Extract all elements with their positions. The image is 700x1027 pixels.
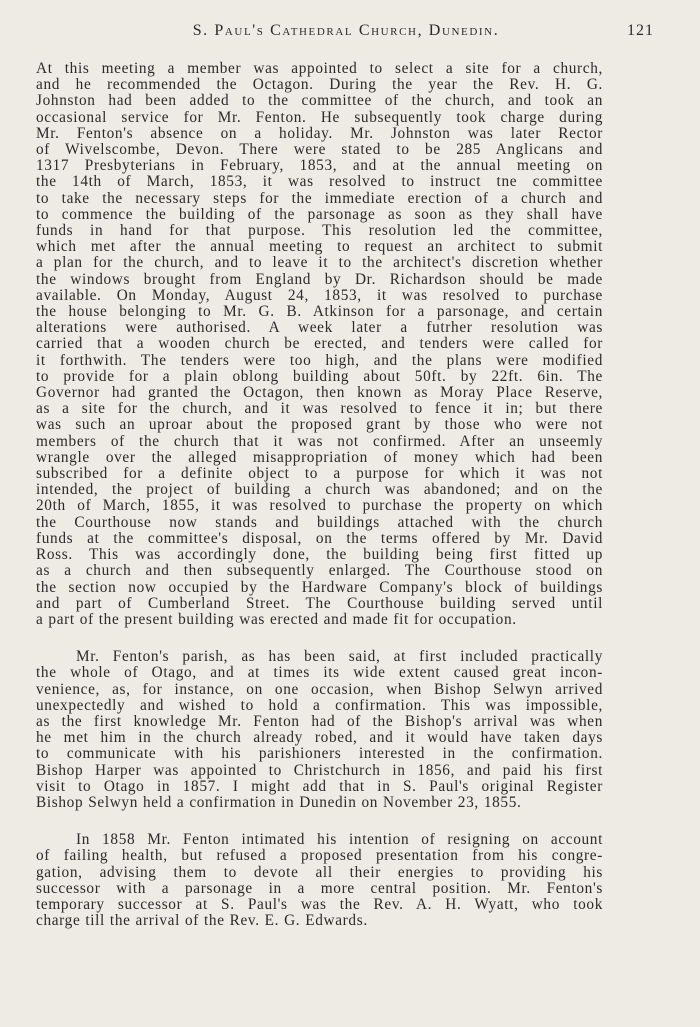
text-line: to commence the building of the parsonage as soon as they shall have — [36, 205, 603, 223]
text-line: members of the church that it was not confirmed. After an unseemly — [36, 432, 603, 450]
text-line: Bishop Harper was appointed to Christchurch in 1856, and paid his first — [36, 761, 603, 779]
text-line: to take the necessary steps for the immediate erection of a church and — [36, 189, 603, 207]
text-line: charge till the arrival of the Rev. E. G. Edwards. — [36, 912, 368, 930]
text-line: Mr. Fenton's parish, as has been said, at first included practically — [76, 648, 603, 666]
text-line: temporary successor at S. Paul's was the Rev. A. H. Wyatt, who took — [36, 895, 603, 913]
text-line: intended, the project of building a church was abandoned; and on the — [36, 481, 603, 499]
text-line: successor with a parsonage in a more central position. Mr. Fenton's — [36, 879, 603, 897]
paragraph — [36, 832, 603, 929]
text-line: to provide for a plain oblong building about 50ft. by 22ft. 6in. The — [36, 367, 603, 385]
text-line: the whole of Otago, and at times its wide extent caused great incon- — [36, 664, 603, 682]
text-line: Mr. Fenton's absence on a holiday. Mr. Johnston was later Rector — [36, 124, 603, 142]
text-line: a plan for the church, and to leave it to the architect's discretion whether — [36, 254, 603, 272]
running-title: S. Paul's Cathedral Church, Dunedin. — [192, 22, 500, 39]
text-line: occasional service for Mr. Fenton. He subsequently took charge during — [36, 108, 603, 126]
text-line: the Courthouse now stands and buildings attached with the church — [36, 513, 603, 531]
text-line: Governor had granted the Octagon, then known as Moray Place Reserve, — [36, 384, 603, 402]
paragraph-gap — [36, 811, 603, 832]
text-line: alterations were authorised. A week later a futrher resolution was — [36, 319, 603, 337]
text-line: it forthwith. The tenders were too high, and the plans were modified — [36, 351, 603, 369]
paragraph-gap — [36, 628, 603, 649]
text-line: 20th of March, 1855, it was resolved to purchase the property on which — [36, 497, 603, 515]
page-number: 121 — [627, 22, 654, 39]
text-line: to communicate with his parishioners interested in the confirmation. — [36, 745, 603, 763]
paragraph — [36, 649, 603, 811]
text-line: as the first knowledge Mr. Fenton had of the Bishop's arrival was when — [36, 712, 603, 730]
text-line: funds in hand for that purpose. This resolution led the committee, — [36, 222, 603, 240]
text-line: available. On Monday, August 24, 1853, it was resolved to purchase — [36, 286, 603, 304]
paragraph — [36, 61, 603, 628]
text-line: he met him in the church already robed, and it would have taken days — [36, 729, 603, 747]
text-line: the 14th of March, 1853, it was resolved to instruct tne committee — [36, 173, 603, 191]
text-line: the house belonging to Mr. G. B. Atkinson for a parsonage, and certain — [36, 303, 603, 321]
text-line: subscribed for a definite object to a purpose for which it was not — [36, 465, 603, 483]
text-line: In 1858 Mr. Fenton intimated his intention of resigning on account — [76, 831, 603, 849]
text-line: Bishop Selwyn held a confirmation in Dunedin on November 23, 1855. — [36, 793, 522, 811]
text-line: was such an uproar about the proposed grant by those who were not — [36, 416, 603, 434]
text-line: gation, advising them to devote all their energies to providing his — [36, 863, 603, 881]
text-line: the windows brought from England by Dr. Richardson should be made — [36, 270, 603, 288]
text-line: Johnston had been added to the committee of the church, and took an — [36, 92, 603, 110]
text-line: visit to Otago in 1857. I might add that in S. Paul's original Register — [36, 777, 603, 795]
text-line: funds at the committee's disposal, on the terms offered by Mr. David — [36, 529, 603, 547]
text-line: wrangle over the alleged misappropriation of money which had been — [36, 448, 603, 466]
body-text — [36, 61, 603, 929]
text-line: At this meeting a member was appointed to select a site for a church, — [36, 60, 603, 77]
text-line: 1317 Presbyterians in February, 1853, and at the annual meeting on — [36, 157, 603, 175]
text-line: of Wivelscombe, Devon. There were stated to be 285 Anglicans and — [36, 141, 603, 159]
text-line: venience, as, for instance, on one occasion, when Bishop Selwyn arrived — [36, 680, 603, 698]
text-line: a part of the present building was erected and made fit for occupation. — [36, 610, 517, 628]
text-line: which met after the annual meeting to request an architect to submit — [36, 238, 603, 256]
text-line: as a church and then subsequently enlarged. The Courthouse stood on — [36, 562, 603, 580]
text-line: of failing health, but refused a proposed presentation from his congre- — [36, 847, 603, 865]
text-line: the section now occupied by the Hardware Company's block of buildings — [36, 578, 603, 596]
running-head — [36, 22, 656, 46]
text-line: Ross. This was accordingly done, the building being first fitted up — [36, 546, 603, 564]
text-line: as a site for the church, and it was resolved to fence it in; but there — [36, 400, 603, 418]
text-line: unexpectedly and wished to hold a confirmation. This was impossible, — [36, 696, 603, 714]
text-line: carried that a wooden church be erected, and tenders were called for — [36, 335, 603, 353]
text-line: and part of Cumberland Street. The Courthouse building served until — [36, 594, 603, 612]
text-line: and he recommended the Octagon. During the year the Rev. H. G. — [36, 76, 603, 94]
